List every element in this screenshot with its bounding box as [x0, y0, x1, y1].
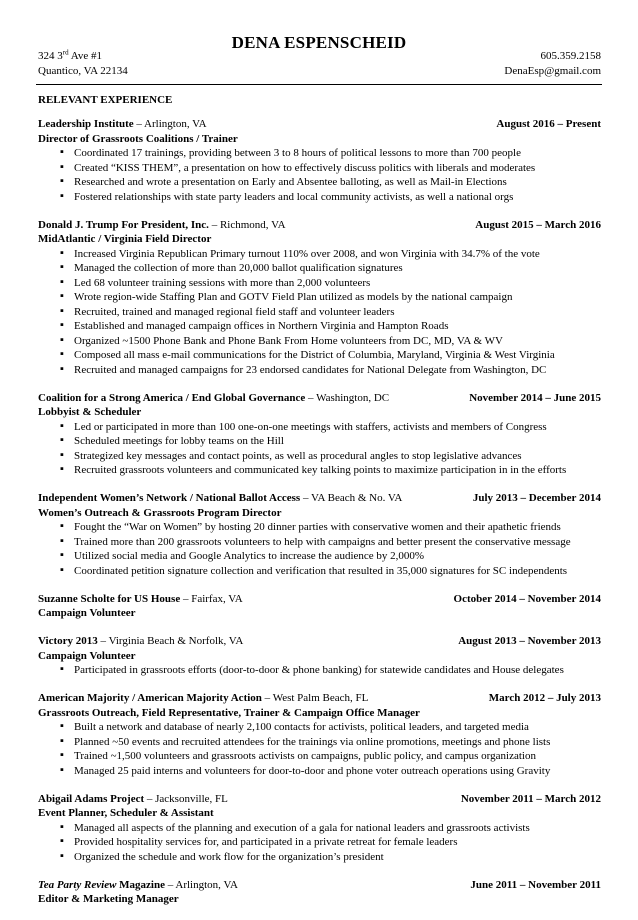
- job-header: [38, 218, 601, 233]
- job-org-line: [38, 878, 238, 893]
- job-title: Event Planner, Scheduler & Assistant: [38, 807, 214, 819]
- job-bullet: ▪ Recruited, trained and managed regional field staff and volunteer leaders: [38, 305, 601, 320]
- organization-name: Suzanne Scholte for US House: [38, 592, 181, 605]
- job-bullet: ▪ Strategized key messages and contact points, as well as procedural angles to stop legislative advances: [38, 449, 601, 464]
- job-header: [38, 634, 601, 649]
- job-bullets: [38, 520, 601, 578]
- job-bullet: ▪ Managed 25 paid interns and volunteers for door-to-door and phone voter outreach operations using Gravity: [38, 764, 601, 779]
- job-header: [38, 391, 601, 406]
- job-bullet: ▪ Participated in grassroots efforts (door-to-door & phone banking) for statewide candidates and House delegates: [38, 663, 601, 678]
- job-bullet: ▪ Trained ~1,500 volunteers and grassroots activists on campaigns, public policy, and campus organization: [38, 749, 601, 764]
- job-entry: [38, 634, 601, 678]
- job-bullet: ▪ Increased Virginia Republican Primary turnout 110% over 2008, and won Virginia with 34.7% of the vote: [38, 247, 601, 262]
- job-bullet: ▪ Fought the “War on Women” by hosting 20 dinner parties with conservative women and their apathetic friends: [38, 520, 601, 535]
- job-bullets: [38, 247, 601, 378]
- organization-name: Leadership Institute: [38, 118, 134, 130]
- experience-list: [38, 117, 601, 920]
- job-title: Lobbyist & Scheduler: [38, 406, 142, 418]
- organization-name: Victory 2013: [38, 635, 98, 647]
- job-title: Director of Grassroots Coalitions / Trainer: [38, 132, 238, 145]
- job-bullet: ▪ Coordinated petition signature collection and verification that resulted in 35,000 signatures for SC independents: [38, 564, 601, 579]
- job-bullet: ▪ Created “KISS THEM”, a presentation on how to effectively discuss politics with liberals and moderates: [38, 161, 601, 176]
- job-dates: October 2014 – November 2014: [453, 592, 601, 605]
- job-bullet: ▪ Established and managed campaign offices in Northern Virginia and Hampton Roads: [38, 319, 601, 334]
- job-title: Campaign Volunteer: [38, 649, 136, 662]
- job-org-line: [38, 218, 286, 233]
- job-location: – Virginia Beach & Norfolk, VA: [97, 635, 244, 647]
- phone-number: 605.359.2158: [540, 50, 601, 62]
- job-header: [38, 491, 601, 506]
- organization-name: Coalition for a Strong America / End Global Governance: [38, 391, 306, 404]
- job-dates: August 2016 – Present: [496, 118, 601, 130]
- job-bullet: ▪ Planned ~50 events and recruited attendees for the trainings via online promotions, meetings and phone lists: [38, 735, 601, 750]
- organization-name: American Majority / American Majority Action: [38, 692, 262, 704]
- job-entry: [38, 117, 601, 204]
- job-title: Grassroots Outreach, Field Representative, Trainer & Campaign Office Manager: [38, 706, 420, 719]
- job-entry: [38, 218, 601, 378]
- organization-name: Tea Party Review: [38, 878, 117, 891]
- job-header: [38, 878, 601, 893]
- contact-block: [504, 49, 601, 79]
- job-bullet: ▪ Researched and wrote a presentation on Early and Absentee balloting, as well as Mail-in Elections: [38, 175, 601, 190]
- job-bullets: [38, 821, 601, 865]
- job-header: [38, 117, 601, 132]
- job-dates: November 2011 – March 2012: [460, 792, 601, 805]
- job-bullet: ▪ Organized ~1500 Phone Bank and Phone Bank From Home volunteers from DC, MD, VA & WV: [38, 334, 601, 349]
- job-entry: [38, 691, 601, 778]
- job-location: – Washington, DC: [305, 391, 390, 404]
- job-bullet: ▪ Managed the collection of more than 20,000 ballot qualification signatures: [38, 261, 601, 276]
- applicant-name: DENA ESPENSCHEID: [231, 33, 407, 52]
- job-entry: [38, 878, 601, 907]
- job-dates: June 2011 – November 2011: [470, 878, 601, 891]
- job-bullet: ▪ Organized the schedule and work flow for the organization’s president: [38, 850, 601, 865]
- job-bullet: ▪ Wrote region-wide Staffing Plan and GOTV Field Plan utilized as models by the national campaign: [38, 290, 601, 305]
- job-location: – VA Beach & No. VA: [300, 492, 403, 504]
- job-bullets: [38, 663, 601, 678]
- job-dates: November 2014 – June 2015: [469, 391, 601, 404]
- job-bullet: ▪ Led or participated in more than 100 one-on-one meetings with staffers, activists and members of Congress: [38, 420, 601, 435]
- job-bullets: [38, 720, 601, 778]
- address-line-2: Quantico, VA 22134: [38, 65, 128, 77]
- address-block: [38, 49, 128, 79]
- job-org-line: [38, 391, 389, 406]
- job-bullet: ▪ Coordinated 17 trainings, providing between 3 to 8 hours of political lessons to more than 700 people: [38, 146, 601, 161]
- job-title: MidAtlantic / Virginia Field Director: [38, 233, 212, 245]
- job-bullet: ▪ Recruited and managed campaigns for 23 endorsed candidates for National Delegate from Washington, DC: [38, 363, 601, 378]
- job-org-line: [38, 792, 228, 807]
- job-location: – West Palm Beach, FL: [261, 692, 369, 704]
- job-dates: March 2012 – July 2013: [488, 692, 601, 704]
- job-title: Campaign Volunteer: [38, 607, 136, 619]
- job-dates: August 2015 – March 2016: [475, 218, 601, 231]
- job-dates: July 2013 – December 2014: [472, 492, 601, 504]
- job-dates: August 2013 – November 2013: [458, 635, 601, 647]
- job-org-line: [38, 592, 243, 607]
- organization-name: Donald J. Trump For President, Inc.: [38, 218, 209, 231]
- job-bullets: [38, 420, 601, 478]
- job-location: – Fairfax, VA: [180, 592, 243, 605]
- job-org-line: [38, 691, 368, 706]
- job-entry: [38, 391, 601, 478]
- job-bullet: ▪ Utilized social media and Google Analytics to increase the audience by 2,000%: [38, 549, 601, 564]
- job-location: – Richmond, VA: [208, 218, 286, 231]
- job-bullet: ▪ Provided hospitality services for, and participated in a private retreat for female leaders: [38, 835, 601, 850]
- job-bullet: ▪ Fostered relationships with state party leaders and local community activists, as well a national orgs: [38, 190, 601, 205]
- job-entry: [38, 592, 601, 621]
- organization-name: Abigail Adams Project: [38, 792, 145, 805]
- job-bullet: ▪ Built a network and database of nearly 2,100 contacts for activists, political leaders, and targeted media: [38, 720, 601, 735]
- job-bullet: ▪ Composed all mass e-mail communications for the District of Columbia, Maryland, Virginia & West Virginia: [38, 348, 601, 363]
- job-org-line: [38, 634, 243, 649]
- job-bullet: ▪ Recruited grassroots volunteers and communicated key talking points to maximize participation in in the efforts: [38, 463, 601, 478]
- header-divider: [36, 84, 602, 85]
- job-entry: [38, 792, 601, 865]
- job-header: [38, 792, 601, 807]
- job-title: Women’s Outreach & Grassroots Program Director: [38, 506, 282, 519]
- job-bullet: ▪ Managed all aspects of the planning and execution of a gala for national leaders and grassroots activists: [38, 821, 601, 836]
- job-location: – Arlington, VA: [165, 878, 238, 891]
- address-line-1: 324 3rd Ave #1: [38, 48, 102, 62]
- job-bullet: ▪ Led 68 volunteer training sessions with more than 2,000 volunteers: [38, 276, 601, 291]
- job-bullet: ▪ Scheduled meetings for lobby teams on the Hill: [38, 434, 601, 449]
- job-bullet: ▪ Trained more than 200 grassroots volunteers to help with campaigns and better present the conservative message: [38, 535, 601, 550]
- section-title: RELEVANT EXPERIENCE: [38, 94, 173, 106]
- email-address[interactable]: DenaEsp@gmail.com: [504, 65, 601, 77]
- job-bullets: [38, 146, 601, 204]
- job-entry: [38, 491, 601, 578]
- job-org-line: [38, 491, 402, 506]
- job-location: – Jacksonville, FL: [144, 792, 228, 805]
- job-location: – Arlington, VA: [133, 118, 207, 130]
- job-title: Editor & Marketing Manager: [38, 893, 179, 905]
- job-header: [38, 691, 601, 706]
- job-header: [38, 592, 601, 607]
- job-org-line: [38, 117, 207, 132]
- organization-name: Independent Women’s Network / National Ballot Access: [38, 492, 301, 504]
- organization-suffix: Magazine: [116, 878, 165, 891]
